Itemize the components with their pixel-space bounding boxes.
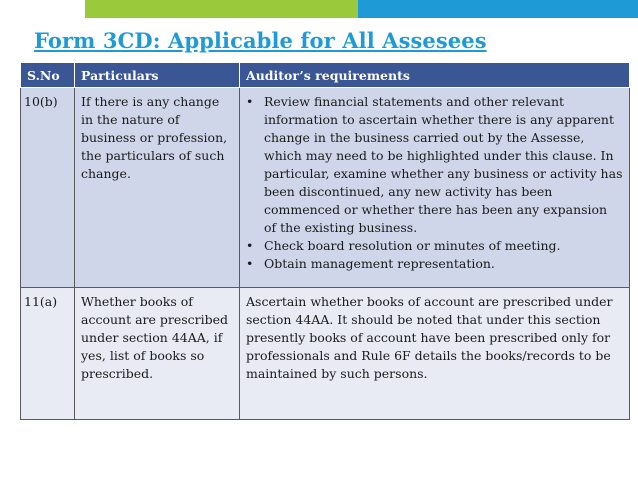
- table-row: [21, 88, 630, 288]
- bullet-icon: •: [246, 238, 254, 253]
- row-requirements: [240, 88, 630, 288]
- row-sno: 11(a): [21, 288, 75, 420]
- table-row: [21, 288, 630, 420]
- top-blue-bar: [358, 0, 638, 18]
- bullet-icon: •: [246, 94, 254, 109]
- list-item-text: Obtain management representation.: [264, 256, 495, 271]
- bullet-icon: •: [246, 256, 254, 271]
- row-particulars: If there is any change in the nature of business or profession, the particulars of such change.: [75, 88, 240, 288]
- table-header-row: [21, 63, 630, 88]
- requirements-bullet-list: [246, 93, 623, 273]
- header-auditor-requirements: Auditor’s requirements: [240, 63, 630, 88]
- top-green-bar: [85, 0, 358, 18]
- list-item-text: Check board resolution or minutes of meeting.: [264, 238, 561, 253]
- slide-title: Form 3CD: Applicable for All Assesees: [34, 28, 487, 53]
- header-sno: S.No: [21, 63, 75, 88]
- row-requirements: Ascertain whether books of account are prescribed under section 44AA. It should be noted that under this section presently books of account have been prescribed only for professionals and Rule 6F details the books/records to be maintained by such persons.: [240, 288, 630, 420]
- list-item-text: Review financial statements and other relevant information to ascertain whether there is any apparent change in the business carried out by the Assesse, which may need to be highlighted under this clause. In particular, examine whether any business or activity has been discontinued, any new activity has been commenced or whether there has been any expansion of the existing business.: [264, 94, 623, 235]
- list-item: [246, 93, 623, 237]
- row-particulars: Whether books of account are prescribed under section 44AA, if yes, list of books so prescribed.: [75, 288, 240, 420]
- header-particulars: Particulars: [75, 63, 240, 88]
- row-sno: 10(b): [21, 88, 75, 288]
- list-item: [246, 255, 623, 273]
- list-item: [246, 237, 623, 255]
- requirements-table: [20, 62, 630, 420]
